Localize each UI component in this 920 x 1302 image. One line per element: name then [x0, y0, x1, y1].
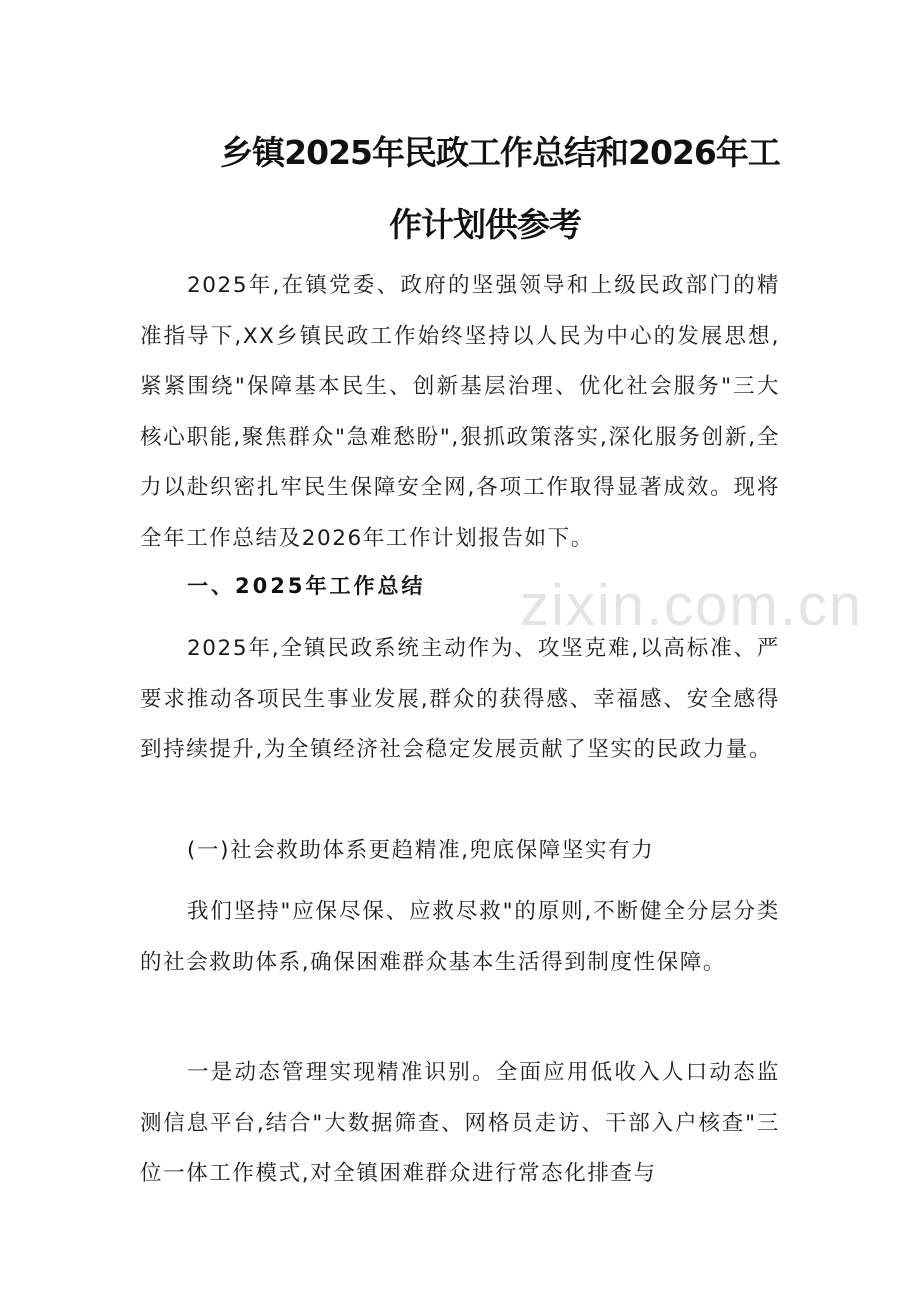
subsection-heading-social-assistance: (一)社会救助体系更趋精准,兜底保障坚实有力 — [187, 838, 655, 863]
paragraph-summary-overview: 2025年,全镇民政系统主动作为、攻坚克难,以高标准、严要求推动各项民生事业发展,群众的获得感、幸福感、安全感得到持续提升,为全镇经济社会稳定发展贡献了坚实的民政力量。 — [140, 636, 780, 762]
section-heading-work-summary: 一、2025年工作总结 — [187, 574, 426, 598]
document-title-line-2: 作计划供参考 — [389, 205, 581, 244]
document-title-line-1: 乡镇2025年民政工作总结和2026年工 — [220, 133, 780, 172]
paragraph-assistance-principle: 我们坚持"应保尽保、应救尽救"的原则,不断健全分层分类的社会救助体系,确保困难群众基本生活得到制度性保障。 — [140, 899, 780, 975]
watermark-text: zixin.com.cn — [520, 573, 864, 638]
paragraph-intro: 2025年,在镇党委、政府的坚强领导和上级民政部门的精准指导下,XX乡镇民政工作始终坚持以人民为中心的发展思想,紧紧围绕"保障基本民生、创新基层治理、优化社会服务"三大核心职能,聚焦群众"急难愁盼",狠抓政策落实,深化服务创新,全力以赴织密扎牢民生保障安全网,各项工作取得显著成效。现将全年工作总结及2026年工作计划报告如下。 — [140, 273, 780, 551]
paragraph-dynamic-management: 一是动态管理实现精准识别。全面应用低收入人口动态监测信息平台,结合"大数据筛查、网格员走访、干部入户核查"三位一体工作模式,对全镇困难群众进行常态化排查与 — [140, 1060, 780, 1186]
